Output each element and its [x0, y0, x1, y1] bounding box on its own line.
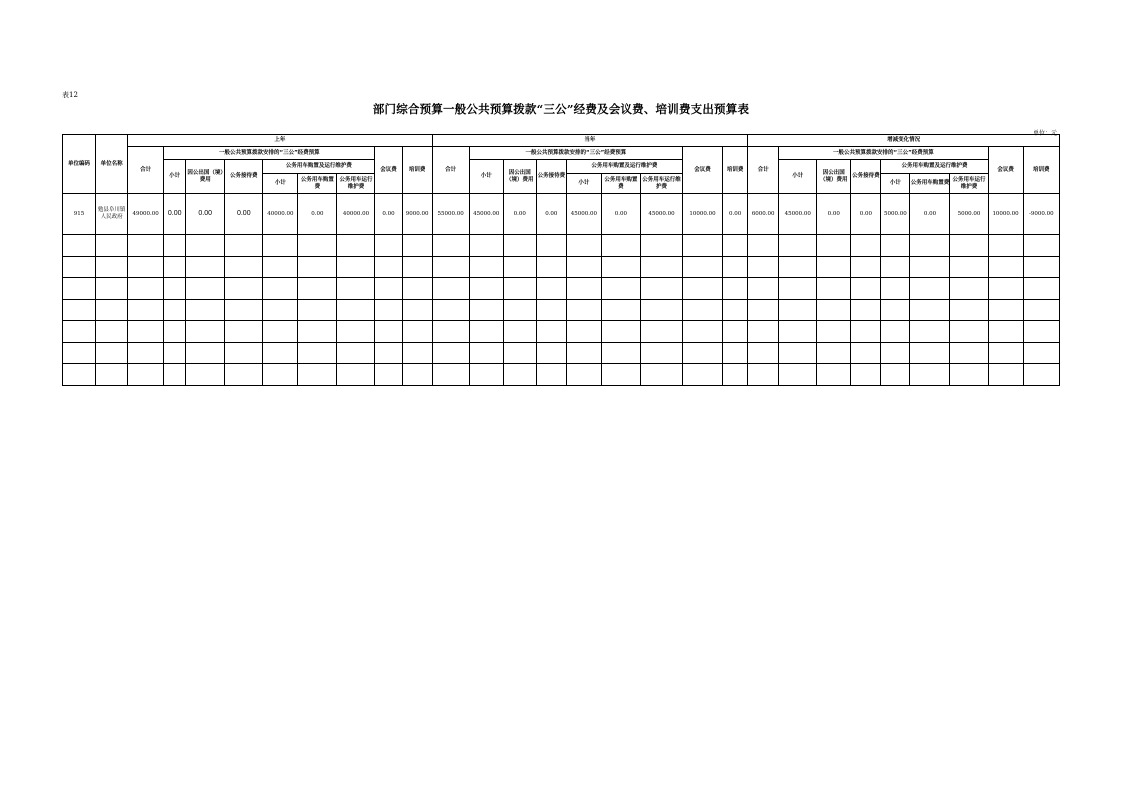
- header-vehicle-purchase: 公务用车购置费: [298, 174, 337, 194]
- header-vehicle-operation: 公务用车运行维护费: [640, 174, 682, 194]
- empty-cell: [1023, 256, 1059, 278]
- cell-value: 0.00: [375, 194, 402, 235]
- empty-cell: [910, 256, 950, 278]
- cell-value: 0.00: [298, 194, 337, 235]
- cell-value: 10000.00: [988, 194, 1023, 235]
- empty-cell: [817, 364, 851, 386]
- header-vehicle-group: 公务用车购置及运行维护费: [566, 160, 682, 174]
- empty-cell: [469, 278, 503, 300]
- table-row-empty: [63, 235, 1060, 257]
- empty-cell: [601, 342, 640, 364]
- header-reception: 公务接待费: [851, 160, 881, 194]
- empty-cell: [402, 299, 432, 321]
- empty-cell: [375, 299, 402, 321]
- table-row-empty: [63, 321, 1060, 343]
- empty-cell: [881, 278, 910, 300]
- cell-unit-code: 915: [63, 194, 96, 235]
- empty-cell: [263, 235, 298, 257]
- empty-cell: [503, 342, 536, 364]
- empty-cell: [375, 321, 402, 343]
- header-abroad: 因公出国（境）费用: [186, 160, 225, 194]
- empty-cell: [263, 364, 298, 386]
- empty-cell: [910, 299, 950, 321]
- empty-cell: [683, 278, 723, 300]
- cell-value: 0.00: [503, 194, 536, 235]
- cell-value: 55000.00: [432, 194, 469, 235]
- header-reception: 公务接待费: [225, 160, 263, 194]
- empty-cell: [96, 278, 128, 300]
- empty-cell: [851, 256, 881, 278]
- empty-cell: [536, 235, 566, 257]
- empty-cell: [402, 364, 432, 386]
- header-sanggong-budget: 一般公共预算拨款安排的“三公”经费预算: [779, 147, 988, 160]
- header-vehicle-operation: 公务用车运行维护费: [950, 174, 988, 194]
- empty-cell: [881, 299, 910, 321]
- empty-cell: [566, 342, 601, 364]
- empty-cell: [503, 321, 536, 343]
- table-row-empty: [63, 278, 1060, 300]
- cell-value: 45000.00: [469, 194, 503, 235]
- empty-cell: [503, 256, 536, 278]
- empty-cell: [337, 235, 375, 257]
- empty-cell: [748, 342, 779, 364]
- header-vehicle-purchase: 公务用车购置费: [910, 174, 950, 194]
- empty-cell: [298, 299, 337, 321]
- empty-cell: [851, 299, 881, 321]
- empty-cell: [566, 321, 601, 343]
- empty-cell: [683, 256, 723, 278]
- empty-cell: [298, 256, 337, 278]
- empty-cell: [164, 299, 186, 321]
- empty-cell: [910, 235, 950, 257]
- empty-cell: [683, 235, 723, 257]
- cell-value: 40000.00: [263, 194, 298, 235]
- empty-cell: [851, 342, 881, 364]
- empty-cell: [128, 321, 164, 343]
- header-reception: 公务接待费: [536, 160, 566, 194]
- empty-cell: [748, 278, 779, 300]
- header-meeting: 会议费: [375, 147, 402, 194]
- empty-cell: [988, 278, 1023, 300]
- header-sanggong-budget: 一般公共预算拨款安排的“三公”经费预算: [469, 147, 682, 160]
- empty-cell: [63, 321, 96, 343]
- empty-cell: [96, 235, 128, 257]
- empty-cell: [536, 299, 566, 321]
- empty-cell: [881, 235, 910, 257]
- table-number: 表12: [62, 91, 78, 99]
- empty-cell: [128, 235, 164, 257]
- empty-cell: [432, 321, 469, 343]
- empty-cell: [910, 321, 950, 343]
- empty-cell: [63, 299, 96, 321]
- empty-cell: [128, 299, 164, 321]
- empty-cell: [186, 278, 225, 300]
- empty-cell: [298, 364, 337, 386]
- header-meeting: 会议费: [988, 147, 1023, 194]
- empty-cell: [748, 235, 779, 257]
- cell-value: 9000.00: [402, 194, 432, 235]
- empty-cell: [225, 278, 263, 300]
- cell-value: 0.00: [851, 194, 881, 235]
- empty-cell: [63, 235, 96, 257]
- empty-cell: [950, 299, 988, 321]
- cell-value: 0.00: [536, 194, 566, 235]
- empty-cell: [817, 256, 851, 278]
- empty-cell: [683, 321, 723, 343]
- cell-value: 5000.00: [881, 194, 910, 235]
- empty-cell: [640, 364, 682, 386]
- empty-cell: [851, 321, 881, 343]
- empty-cell: [263, 342, 298, 364]
- empty-cell: [640, 278, 682, 300]
- empty-cell: [432, 342, 469, 364]
- empty-cell: [601, 235, 640, 257]
- table-row-empty: [63, 299, 1060, 321]
- cell-value: 45000.00: [779, 194, 817, 235]
- cell-value: 0.00: [186, 194, 225, 235]
- empty-cell: [337, 278, 375, 300]
- header-unit-name: 单位名称: [96, 135, 128, 194]
- header-subtotal: 小计: [469, 160, 503, 194]
- empty-cell: [128, 364, 164, 386]
- cell-value: 6000.00: [748, 194, 779, 235]
- empty-cell: [469, 321, 503, 343]
- empty-cell: [164, 256, 186, 278]
- header-change: 增减变化情况: [748, 135, 1060, 147]
- empty-cell: [950, 342, 988, 364]
- header-abroad: 因公出国（境）费用: [503, 160, 536, 194]
- budget-table: [62, 134, 1060, 386]
- empty-cell: [723, 278, 748, 300]
- empty-cell: [817, 299, 851, 321]
- empty-cell: [225, 342, 263, 364]
- cell-value: 10000.00: [683, 194, 723, 235]
- empty-cell: [503, 364, 536, 386]
- empty-cell: [337, 321, 375, 343]
- empty-cell: [817, 342, 851, 364]
- empty-cell: [1023, 364, 1059, 386]
- empty-cell: [432, 235, 469, 257]
- cell-value: 49000.00: [128, 194, 164, 235]
- empty-cell: [96, 364, 128, 386]
- empty-cell: [1023, 321, 1059, 343]
- header-total: 合计: [432, 147, 469, 194]
- empty-cell: [988, 235, 1023, 257]
- empty-cell: [779, 321, 817, 343]
- empty-cell: [96, 321, 128, 343]
- cell-value: 0.00: [817, 194, 851, 235]
- empty-cell: [186, 235, 225, 257]
- empty-cell: [779, 299, 817, 321]
- empty-cell: [337, 364, 375, 386]
- empty-cell: [950, 364, 988, 386]
- empty-cell: [640, 235, 682, 257]
- empty-cell: [566, 299, 601, 321]
- header-vehicle-operation: 公务用车运行维护费: [337, 174, 375, 194]
- empty-cell: [503, 235, 536, 257]
- empty-cell: [1023, 299, 1059, 321]
- empty-cell: [63, 278, 96, 300]
- empty-cell: [375, 342, 402, 364]
- empty-cell: [225, 364, 263, 386]
- empty-cell: [432, 256, 469, 278]
- header-abroad: 因公出国（境）费用: [817, 160, 851, 194]
- page-title: 部门综合预算一般公共预算拨款“三公”经费及会议费、培训费支出预算表: [372, 102, 750, 116]
- empty-cell: [298, 278, 337, 300]
- header-sanggong-budget: 一般公共预算拨款安排的“三公”经费预算: [164, 147, 375, 160]
- empty-cell: [910, 278, 950, 300]
- empty-cell: [96, 256, 128, 278]
- empty-cell: [128, 278, 164, 300]
- cell-value: 40000.00: [337, 194, 375, 235]
- header-training: 培训费: [723, 147, 748, 194]
- table-row-empty: [63, 364, 1060, 386]
- cell-value: 0.00: [601, 194, 640, 235]
- empty-cell: [63, 342, 96, 364]
- empty-cell: [337, 256, 375, 278]
- empty-cell: [779, 235, 817, 257]
- header-total: 合计: [128, 147, 164, 194]
- empty-cell: [96, 342, 128, 364]
- header-training: 培训费: [402, 147, 432, 194]
- empty-cell: [748, 299, 779, 321]
- empty-cell: [469, 342, 503, 364]
- empty-cell: [723, 342, 748, 364]
- empty-cell: [988, 299, 1023, 321]
- empty-cell: [432, 364, 469, 386]
- empty-cell: [375, 235, 402, 257]
- empty-cell: [225, 321, 263, 343]
- empty-cell: [536, 364, 566, 386]
- empty-cell: [640, 256, 682, 278]
- empty-cell: [186, 364, 225, 386]
- empty-cell: [723, 256, 748, 278]
- empty-cell: [988, 321, 1023, 343]
- empty-cell: [503, 278, 536, 300]
- empty-cell: [469, 235, 503, 257]
- header-subtotal: 小计: [779, 160, 817, 194]
- empty-cell: [164, 342, 186, 364]
- empty-cell: [225, 235, 263, 257]
- empty-cell: [337, 342, 375, 364]
- empty-cell: [723, 299, 748, 321]
- empty-cell: [536, 321, 566, 343]
- empty-cell: [910, 342, 950, 364]
- table-row-empty: [63, 342, 1060, 364]
- empty-cell: [748, 256, 779, 278]
- empty-cell: [566, 364, 601, 386]
- empty-cell: [225, 256, 263, 278]
- empty-cell: [640, 299, 682, 321]
- header-prev-year: 上年: [128, 135, 433, 147]
- table-row-empty: [63, 256, 1060, 278]
- empty-cell: [601, 256, 640, 278]
- empty-cell: [402, 235, 432, 257]
- header-curr-year: 当年: [432, 135, 748, 147]
- empty-cell: [881, 321, 910, 343]
- empty-cell: [851, 364, 881, 386]
- empty-cell: [566, 235, 601, 257]
- empty-cell: [683, 299, 723, 321]
- empty-cell: [263, 256, 298, 278]
- table-header: [63, 135, 1060, 194]
- empty-cell: [817, 235, 851, 257]
- empty-cell: [566, 278, 601, 300]
- header-training: 培训费: [1023, 147, 1059, 194]
- empty-cell: [601, 321, 640, 343]
- empty-cell: [263, 278, 298, 300]
- empty-cell: [881, 342, 910, 364]
- empty-cell: [375, 278, 402, 300]
- empty-cell: [128, 342, 164, 364]
- empty-cell: [375, 364, 402, 386]
- empty-cell: [881, 256, 910, 278]
- empty-cell: [375, 256, 402, 278]
- cell-value: -9000.00: [1023, 194, 1059, 235]
- empty-cell: [402, 256, 432, 278]
- empty-cell: [298, 235, 337, 257]
- empty-cell: [503, 299, 536, 321]
- cell-value: 0.00: [723, 194, 748, 235]
- empty-cell: [910, 364, 950, 386]
- empty-cell: [779, 256, 817, 278]
- empty-cell: [950, 256, 988, 278]
- header-vehicle-group: 公务用车购置及运行维护费: [263, 160, 375, 174]
- empty-cell: [298, 342, 337, 364]
- empty-cell: [817, 321, 851, 343]
- cell-value: 0.00: [164, 194, 186, 235]
- empty-cell: [63, 256, 96, 278]
- empty-cell: [950, 321, 988, 343]
- empty-cell: [881, 364, 910, 386]
- empty-cell: [748, 321, 779, 343]
- unit-label: 单位：元: [1033, 130, 1058, 137]
- empty-cell: [298, 321, 337, 343]
- header-subtotal: 小计: [164, 160, 186, 194]
- empty-cell: [263, 321, 298, 343]
- empty-cell: [1023, 342, 1059, 364]
- empty-cell: [723, 364, 748, 386]
- empty-cell: [225, 299, 263, 321]
- cell-value: 45000.00: [566, 194, 601, 235]
- cell-value: 45000.00: [640, 194, 682, 235]
- table-row: [63, 194, 1060, 235]
- empty-cell: [950, 278, 988, 300]
- empty-cell: [988, 364, 1023, 386]
- empty-cell: [469, 256, 503, 278]
- empty-cell: [402, 278, 432, 300]
- header-unit-code: 单位编码: [63, 135, 96, 194]
- empty-cell: [723, 321, 748, 343]
- empty-cell: [817, 278, 851, 300]
- empty-cell: [186, 342, 225, 364]
- empty-cell: [640, 342, 682, 364]
- empty-cell: [601, 364, 640, 386]
- empty-cell: [851, 235, 881, 257]
- empty-cell: [1023, 235, 1059, 257]
- empty-cell: [1023, 278, 1059, 300]
- header-meeting: 会议费: [683, 147, 723, 194]
- empty-cell: [164, 364, 186, 386]
- table-body: [63, 194, 1060, 386]
- empty-cell: [263, 299, 298, 321]
- empty-cell: [988, 256, 1023, 278]
- empty-cell: [723, 235, 748, 257]
- header-vehicle-subtotal: 小计: [566, 174, 601, 194]
- empty-cell: [402, 321, 432, 343]
- empty-cell: [536, 278, 566, 300]
- empty-cell: [950, 235, 988, 257]
- empty-cell: [779, 278, 817, 300]
- empty-cell: [640, 321, 682, 343]
- empty-cell: [779, 364, 817, 386]
- empty-cell: [683, 342, 723, 364]
- header-vehicle-purchase: 公务用车购置费: [601, 174, 640, 194]
- empty-cell: [186, 321, 225, 343]
- empty-cell: [851, 278, 881, 300]
- empty-cell: [164, 235, 186, 257]
- empty-cell: [469, 364, 503, 386]
- empty-cell: [988, 342, 1023, 364]
- cell-value: 0.00: [910, 194, 950, 235]
- empty-cell: [748, 364, 779, 386]
- empty-cell: [683, 364, 723, 386]
- empty-cell: [164, 321, 186, 343]
- empty-cell: [337, 299, 375, 321]
- cell-value: 5000.00: [950, 194, 988, 235]
- cell-unit-name: 勉县阜川镇人民政府: [96, 194, 128, 235]
- empty-cell: [164, 278, 186, 300]
- cell-value: 0.00: [225, 194, 263, 235]
- empty-cell: [63, 364, 96, 386]
- empty-cell: [536, 256, 566, 278]
- empty-cell: [469, 299, 503, 321]
- empty-cell: [432, 299, 469, 321]
- empty-cell: [432, 278, 469, 300]
- empty-cell: [186, 299, 225, 321]
- header-total: 合计: [748, 147, 779, 194]
- empty-cell: [402, 342, 432, 364]
- empty-cell: [186, 256, 225, 278]
- empty-cell: [601, 278, 640, 300]
- header-vehicle-subtotal: 小计: [263, 174, 298, 194]
- empty-cell: [128, 256, 164, 278]
- empty-cell: [96, 299, 128, 321]
- empty-cell: [566, 256, 601, 278]
- empty-cell: [601, 299, 640, 321]
- header-vehicle-group: 公务用车购置及运行维护费: [881, 160, 988, 174]
- empty-cell: [536, 342, 566, 364]
- header-vehicle-subtotal: 小计: [881, 174, 910, 194]
- empty-cell: [779, 342, 817, 364]
